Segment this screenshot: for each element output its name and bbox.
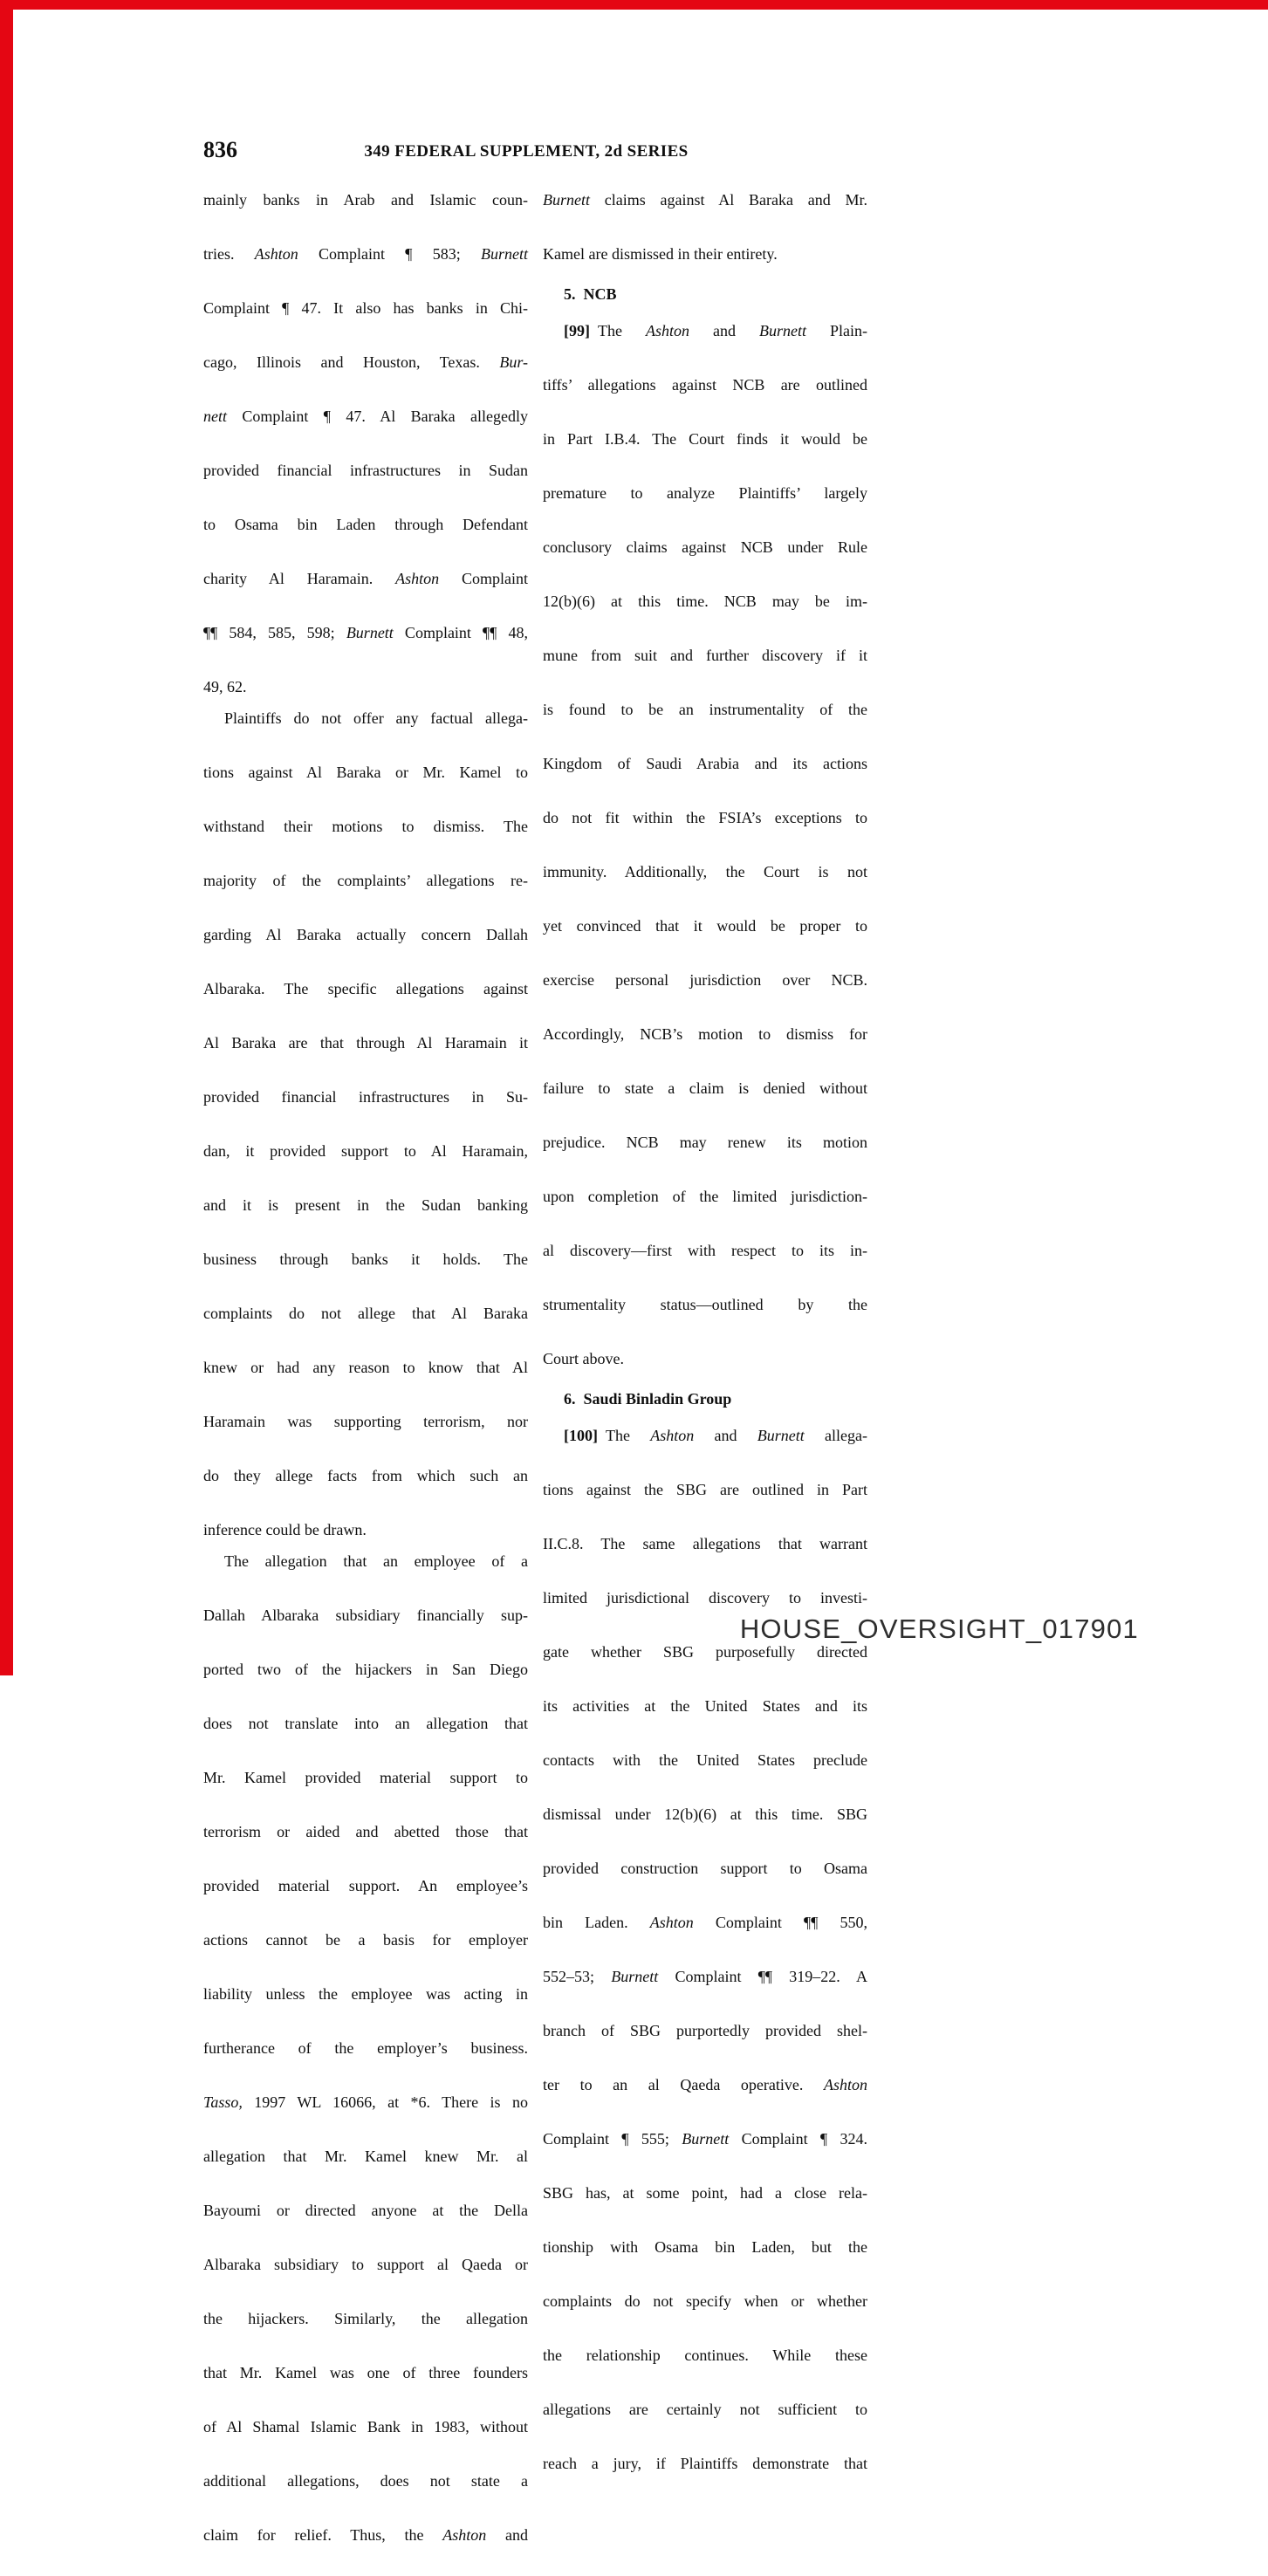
text-line: limited jurisdictional discovery to investi- (543, 1589, 867, 1607)
text-line: [100] The Ashton and Burnett allega- (564, 1427, 868, 1444)
text-line: reach a jury, if Plaintiffs demonstrate that (543, 2455, 867, 2472)
text-line: in Part I.B.4. The Court finds it would be (543, 430, 867, 448)
text-line: premature to analyze Plaintiffs’ largely (543, 484, 867, 502)
page-header (203, 138, 849, 168)
text-line: Al Baraka are that through Al Haramain it (203, 1034, 528, 1052)
text-line: dismissal under 12(b)(6) at this time. SBG (543, 1805, 867, 1823)
paragraph (203, 187, 528, 701)
scan-edge-bar-top (0, 0, 1268, 10)
text-line: conclusory claims against NCB under Rule (543, 538, 867, 556)
text-line: SBG has, at some point, had a close rela- (543, 2184, 867, 2202)
text-line: claim for relief. Thus, the Ashton and (203, 2526, 528, 2544)
text-column-right (543, 187, 867, 2504)
paragraph (543, 318, 867, 1373)
running-head: 349 FEDERAL SUPPLEMENT, 2d SERIES (364, 142, 689, 161)
text-line: II.C.8. The same allegations that warrant (543, 1535, 867, 1552)
text-line: tionship with Osama bin Laden, but the (543, 2238, 867, 2256)
text-line: Mr. Kamel provided material support to (203, 1769, 528, 1786)
text-line: upon completion of the limited jurisdiction- (543, 1188, 867, 1205)
text-line: the hijackers. Similarly, the allegation (203, 2310, 528, 2327)
text-line: Albaraka subsidiary to support al Qaeda or (203, 2256, 528, 2273)
text-line: do they allege facts from which such an (203, 1467, 528, 1484)
text-line: mainly banks in Arab and Islamic coun- (203, 191, 528, 209)
text-line: ported two of the hijackers in San Diego (203, 1661, 528, 1678)
text-line: inference could be drawn. (203, 1521, 367, 1538)
text-line: exercise personal jurisdiction over NCB. (543, 971, 867, 989)
paragraph (203, 705, 528, 1544)
text-line: Court above. (543, 1350, 624, 1367)
text-line: Tasso, 1997 WL 16066, at *6. There is no (203, 2093, 528, 2111)
text-line: Dallah Albaraka subsidiary financially sup- (203, 1607, 528, 1624)
text-line: of Al Shamal Islamic Bank in 1983, without (203, 2418, 528, 2436)
text-line: garding Al Baraka actually concern Dallah (203, 926, 528, 943)
text-line: Complaint ¶ 555; Burnett Complaint ¶ 324. (543, 2130, 867, 2148)
scan-edge-bar-left (0, 0, 13, 1675)
text-line: furtherance of the employer’s business. (203, 2039, 528, 2057)
text-line: additional allegations, does not state a (203, 2472, 528, 2490)
text-line: terrorism or aided and abetted those that (203, 1823, 528, 1840)
text-line: Haramain was supporting terrorism, nor (203, 1413, 528, 1430)
text-line: ter to an al Qaeda operative. Ashton (543, 2076, 867, 2093)
text-line: Albaraka. The specific allegations against (203, 980, 528, 997)
text-line: complaints do not allege that Al Baraka (203, 1305, 528, 1322)
text-line: strumentality status—outlined by the (543, 1296, 867, 1313)
text-line: failure to state a claim is denied without (543, 1079, 867, 1097)
text-line: allegation that Mr. Kamel knew Mr. al (203, 2148, 528, 2165)
page-number: 836 (203, 137, 237, 162)
text-line: business through banks it holds. The (203, 1250, 528, 1268)
text-line: dan, it provided support to Al Haramain, (203, 1142, 528, 1160)
text-line: 552–53; Burnett Complaint ¶¶ 319–22. A (543, 1968, 867, 1985)
paragraph (203, 1548, 528, 2576)
text-line: allegations are certainly not sufficient to (543, 2401, 867, 2418)
text-line: gate whether SBG purposefully directed (543, 1643, 867, 1661)
text-line: actions cannot be a basis for employer (203, 1931, 528, 1949)
text-line: tions against Al Baraka or Mr. Kamel to (203, 764, 528, 781)
text-line: mune from suit and further discovery if it (543, 647, 867, 664)
text-line: 12(b)(6) at this time. NCB may be im- (543, 593, 867, 610)
text-line: Bayoumi or directed anyone at the Della (203, 2202, 528, 2219)
text-line: tries. Ashton Complaint ¶ 583; Burnett (203, 245, 528, 263)
text-line: al discovery—first with respect to its in- (543, 1242, 867, 1259)
text-line: The allegation that an employee of a (224, 1552, 528, 1570)
text-line: nett Complaint ¶ 47. Al Baraka allegedly (203, 408, 528, 425)
text-line: Kamel are dismissed in their entirety. (543, 245, 778, 263)
text-line: branch of SBG purportedly provided shel- (543, 2022, 867, 2039)
text-line: provided financial infrastructures in Su- (203, 1088, 528, 1106)
text-line: its activities at the United States and its (543, 1697, 867, 1715)
text-line: is found to be an instrumentality of the (543, 701, 867, 718)
text-line: majority of the complaints’ allegations re- (203, 872, 528, 889)
text-line: the relationship continues. While these (543, 2346, 867, 2364)
text-line: does not translate into an allegation that (203, 1715, 528, 1732)
text-line: Accordingly, NCB’s motion to dismiss for (543, 1025, 867, 1043)
text-line: and it is present in the Sudan banking (203, 1196, 528, 1214)
text-column-left (203, 187, 528, 2576)
text-line: charity Al Haramain. Ashton Complaint (203, 570, 528, 587)
text-line: complaints do not specify when or whether (543, 2292, 867, 2310)
text-line: immunity. Additionally, the Court is not (543, 863, 867, 880)
text-line: Kingdom of Saudi Arabia and its actions (543, 755, 867, 772)
bates-stamp: HOUSE_OVERSIGHT_017901 (739, 1613, 1139, 1644)
text-line: Complaint ¶ 47. It also has banks in Chi- (203, 299, 528, 317)
text-line: 49, 62. (203, 678, 247, 695)
section-heading: 5. NCB (564, 285, 617, 303)
text-line: yet convinced that it would be proper to (543, 917, 867, 935)
text-line: ¶¶ 584, 585, 598; Burnett Complaint ¶¶ 48, (203, 624, 528, 641)
text-line: bin Laden. Ashton Complaint ¶¶ 550, (543, 1914, 867, 1931)
text-line: provided construction support to Osama (543, 1860, 867, 1877)
text-line: that Mr. Kamel was one of three founders (203, 2364, 528, 2381)
text-line: tiffs’ allegations against NCB are outlined (543, 376, 867, 394)
text-line: withstand their motions to dismiss. The (203, 818, 528, 835)
text-line: provided financial infrastructures in Sudan (203, 462, 528, 479)
paragraph (543, 187, 867, 268)
paragraph (543, 1422, 867, 2504)
section-heading: 6. Saudi Binladin Group (564, 1390, 732, 1408)
text-line: contacts with the United States preclude (543, 1751, 867, 1769)
text-line: provided material support. An employee’s (203, 1877, 528, 1894)
text-line: prejudice. NCB may renew its motion (543, 1134, 867, 1151)
text-line: Plaintiffs do not offer any factual allega- (224, 709, 528, 727)
text-line: do not fit within the FSIA’s exceptions to (543, 809, 867, 826)
text-line: to Osama bin Laden through Defendant (203, 516, 528, 533)
text-line: Burnett claims against Al Baraka and Mr. (543, 191, 867, 209)
text-line: knew or had any reason to know that Al (203, 1359, 528, 1376)
text-line: cago, Illinois and Houston, Texas. Bur- (203, 353, 528, 371)
text-line: tions against the SBG are outlined in Part (543, 1481, 867, 1498)
text-line: liability unless the employee was acting in (203, 1985, 528, 2003)
text-line: [99] The Ashton and Burnett Plain- (564, 322, 867, 339)
